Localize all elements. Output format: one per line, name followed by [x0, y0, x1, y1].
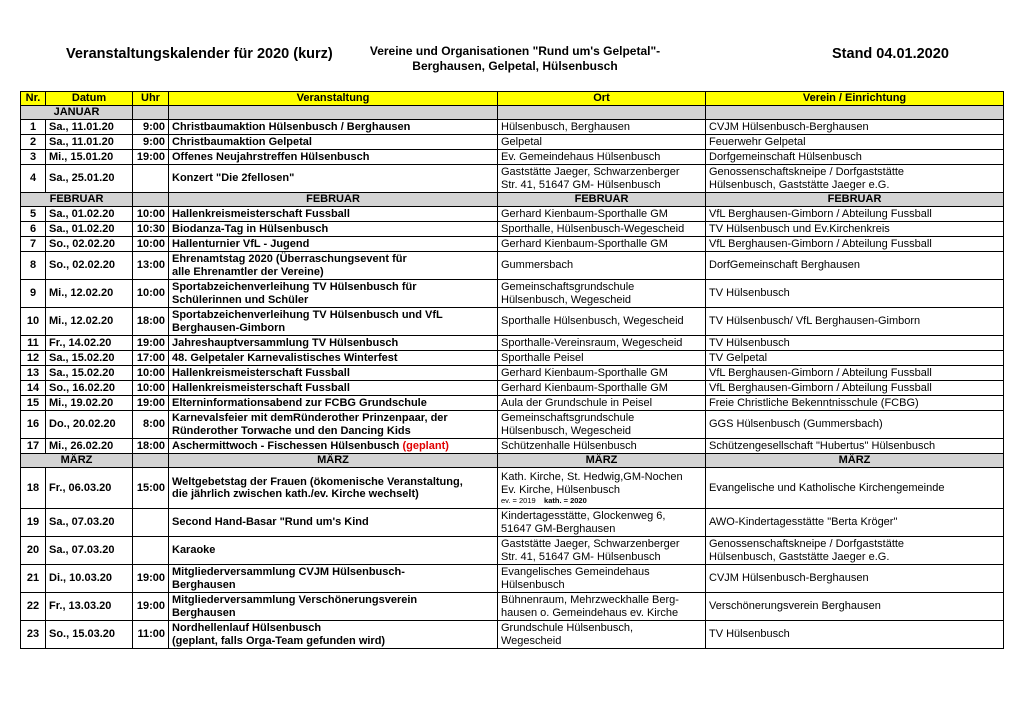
page-subtitle: [360, 44, 670, 74]
table-row: [21, 308, 1004, 336]
cell-verein: [706, 351, 1004, 366]
cell-line: Genossenschaftskneipe / Dorfgaststätte: [709, 538, 905, 550]
month-separator-row: [21, 193, 1004, 207]
cell-uhr: 18:00: [133, 308, 169, 336]
month-label-verein: [706, 106, 1004, 120]
cell-line: Jahreshauptversammlung TV Hülsenbusch: [172, 336, 399, 349]
cell-line: Genossenschaftskneipe / Dorfgaststätte: [709, 166, 905, 178]
cell-ort: [498, 621, 706, 649]
col-header-nr: Nr.: [21, 92, 46, 106]
cell-ort: [498, 351, 706, 366]
table-row: [21, 537, 1004, 565]
cell-uhr: 13:00: [133, 252, 169, 280]
cell-line: Christbaumaktion Gelpetal: [172, 135, 312, 148]
cell-verein: [706, 150, 1004, 165]
month-label-verein: MÄRZ: [706, 454, 1004, 468]
month-label: JANUAR: [21, 106, 133, 120]
cell-datum: So., 15.03.20: [46, 621, 133, 649]
cell-veranstaltung: [169, 120, 498, 135]
cell-uhr: 15:00: [133, 468, 169, 509]
cell-line: Str. 41, 51647 GM- Hülsenbusch: [501, 178, 661, 191]
cell-line: VfL Berghausen-Gimborn / Abteilung Fussball: [709, 381, 932, 394]
cell-line: Hülsenbusch, Gaststätte Jaeger e.G.: [709, 550, 890, 563]
cell-line: Kath. Kirche, St. Hedwig,GM-Nochen: [501, 471, 683, 483]
cell-line: Sporthalle Peisel: [501, 351, 584, 364]
cell-line: Sporthalle, Hülsenbusch-Wegescheid: [501, 222, 685, 235]
cell-ort: [498, 150, 706, 165]
month-empty-cell: [133, 193, 169, 207]
month-empty-cell: [133, 454, 169, 468]
cell-nr: 14: [21, 381, 46, 396]
month-separator-row: [21, 454, 1004, 468]
cell-datum: Di., 10.03.20: [46, 565, 133, 593]
table-row: [21, 593, 1004, 621]
cell-ort: [498, 336, 706, 351]
event-calendar-table: [20, 91, 1004, 649]
cell-line: [172, 440, 494, 453]
cell-line: (geplant, falls Orga-Team gefunden wird): [172, 634, 386, 647]
cell-line: Gerhard Kienbaum-Sporthalle GM: [501, 366, 668, 379]
cell-line: TV Hülsenbusch: [709, 287, 790, 300]
cell-veranstaltung: [169, 222, 498, 237]
col-header-datum: Datum: [46, 92, 133, 106]
cell-veranstaltung: [169, 366, 498, 381]
table-row: [21, 509, 1004, 537]
cell-line: Ründerother Torwache und den Dancing Kids: [172, 424, 411, 437]
cell-line: Kindertagesstätte, Glockenweg 6,: [501, 510, 666, 522]
cell-datum: Sa., 15.02.20: [46, 366, 133, 381]
cell-verein: [706, 120, 1004, 135]
cell-uhr: 10:30: [133, 222, 169, 237]
cell-veranstaltung: [169, 135, 498, 150]
cell-line: Ehrenamtstag 2020 (Überraschungsevent für: [172, 253, 407, 265]
cell-ort: [498, 593, 706, 621]
month-empty-cell: [133, 106, 169, 120]
cell-nr: 12: [21, 351, 46, 366]
cell-veranstaltung: [169, 381, 498, 396]
cell-verein: [706, 336, 1004, 351]
cell-veranstaltung: [169, 509, 498, 537]
cell-verein: [706, 593, 1004, 621]
cell-line: Sporthalle Hülsenbusch, Wegescheid: [501, 315, 684, 328]
cell-line: Gaststätte Jaeger, Schwarzenberger: [501, 166, 680, 178]
cell-nr: 5: [21, 207, 46, 222]
cell-nr: 6: [21, 222, 46, 237]
cell-line: Schützenhalle Hülsenbusch: [501, 439, 637, 452]
cell-uhr: 18:00: [133, 439, 169, 454]
cell-verein: [706, 222, 1004, 237]
cell-verein: [706, 439, 1004, 454]
stand-date: Stand 04.01.2020: [832, 46, 949, 62]
cell-nr: 22: [21, 593, 46, 621]
cell-verein: [706, 308, 1004, 336]
cell-ort: [498, 237, 706, 252]
cell-verein: [706, 411, 1004, 439]
month-label-verein: FEBRUAR: [706, 193, 1004, 207]
table-row: [21, 135, 1004, 150]
cell-ort: [498, 165, 706, 193]
table-row: [21, 439, 1004, 454]
table-row: [21, 336, 1004, 351]
cell-nr: 15: [21, 396, 46, 411]
cell-uhr: 10:00: [133, 381, 169, 396]
cell-line: DorfGemeinschaft Berghausen: [709, 259, 861, 272]
cell-veranstaltung: [169, 280, 498, 308]
cell-datum: Sa., 11.01.20: [46, 120, 133, 135]
cell-nr: 23: [21, 621, 46, 649]
table-row: [21, 207, 1004, 222]
cell-line: TV Hülsenbusch und Ev.Kirchenkreis: [709, 222, 890, 235]
cell-ort: [498, 439, 706, 454]
cell-line: TV Hülsenbusch: [709, 336, 790, 349]
cell-veranstaltung: [169, 468, 498, 509]
table-row: [21, 621, 1004, 649]
table-row: [21, 237, 1004, 252]
cell-line: Gummersbach: [501, 259, 574, 272]
cell-uhr: 10:00: [133, 366, 169, 381]
table-row: [21, 222, 1004, 237]
cell-line: Bühnenraum, Mehrzweckhalle Berg-: [501, 594, 679, 606]
cell-line: Sportabzeichenverleihung TV Hülsenbusch und VfL: [172, 309, 443, 321]
cell-nr: 1: [21, 120, 46, 135]
cell-line: Gerhard Kienbaum-Sporthalle GM: [501, 237, 668, 250]
cell-uhr: 19:00: [133, 565, 169, 593]
cell-line: Berghausen: [172, 606, 236, 619]
cell-line: AWO-Kindertagesstätte "Berta Kröger": [709, 516, 898, 529]
cell-datum: Mi., 15.01.20: [46, 150, 133, 165]
month-label-veranstaltung: [169, 106, 498, 120]
cell-verein: [706, 621, 1004, 649]
cell-line: CVJM Hülsenbusch-Berghausen: [709, 572, 869, 585]
cell-line: Schützengesellschaft "Hubertus" Hülsenbusch: [709, 439, 936, 452]
cell-ort: [498, 468, 706, 509]
cell-ort: [498, 381, 706, 396]
cell-ort: [498, 308, 706, 336]
cell-line: Feuerwehr Gelpetal: [709, 135, 806, 148]
cell-nr: 20: [21, 537, 46, 565]
cell-line: TV Gelpetal: [709, 351, 768, 364]
cell-datum: Do., 20.02.20: [46, 411, 133, 439]
cell-line: Berghausen-Gimborn: [172, 321, 286, 334]
cell-line: Gemeinschaftsgrundschule: [501, 412, 635, 424]
cell-nr: 18: [21, 468, 46, 509]
cell-line: Verschönerungsverein Berghausen: [709, 600, 881, 613]
cell-line: Aula der Grundschule in Peisel: [501, 396, 653, 409]
cell-line: Evangelische und Katholische Kirchengemeinde: [709, 481, 945, 494]
cell-nr: 11: [21, 336, 46, 351]
cell-datum: So., 02.02.20: [46, 237, 133, 252]
col-header-verein: Verein / Einrichtung: [706, 92, 1004, 106]
cell-uhr: 19:00: [133, 150, 169, 165]
table-row: [21, 165, 1004, 193]
cell-nr: 3: [21, 150, 46, 165]
table-row: [21, 351, 1004, 366]
ort-note: [501, 496, 702, 505]
cell-nr: 19: [21, 509, 46, 537]
month-label-ort: MÄRZ: [498, 454, 706, 468]
cell-veranstaltung: [169, 411, 498, 439]
col-header-uhr: Uhr: [133, 92, 169, 106]
cell-verein: [706, 468, 1004, 509]
cell-ort: [498, 135, 706, 150]
cell-line: Hülsenbusch, Berghausen: [501, 120, 631, 133]
cell-veranstaltung: [169, 336, 498, 351]
cell-line: Berghausen: [172, 578, 236, 591]
table-row: [21, 396, 1004, 411]
cell-uhr: 11:00: [133, 621, 169, 649]
cell-line: Freie Christliche Bekenntnisschule (FCBG): [709, 396, 919, 409]
cell-nr: 13: [21, 366, 46, 381]
table-row: [21, 120, 1004, 135]
cell-verein: [706, 165, 1004, 193]
month-label-veranstaltung: FEBRUAR: [169, 193, 498, 207]
cell-datum: Sa., 07.03.20: [46, 537, 133, 565]
event-text: Aschermittwoch - Fischessen Hülsenbusch: [172, 439, 400, 452]
cell-verein: [706, 537, 1004, 565]
table-row: [21, 411, 1004, 439]
col-header-veranstaltung: Veranstaltung: [169, 92, 498, 106]
cell-veranstaltung: [169, 537, 498, 565]
cell-line: 51647 GM-Berghausen: [501, 522, 616, 535]
table-row: [21, 565, 1004, 593]
cell-datum: Fr., 14.02.20: [46, 336, 133, 351]
cell-line: Ev. Gemeindehaus Hülsenbusch: [501, 150, 661, 163]
table-row: [21, 468, 1004, 509]
cell-uhr: [133, 509, 169, 537]
cell-verein: [706, 135, 1004, 150]
cell-line: Hülsenbusch: [501, 578, 565, 591]
cell-datum: So., 02.02.20: [46, 252, 133, 280]
cell-line: Hallenkreismeisterschaft Fussball: [172, 207, 350, 220]
month-label-ort: [498, 106, 706, 120]
cell-line: CVJM Hülsenbusch-Berghausen: [709, 120, 869, 133]
cell-uhr: 19:00: [133, 593, 169, 621]
cell-ort: [498, 252, 706, 280]
cell-uhr: 19:00: [133, 396, 169, 411]
cell-veranstaltung: [169, 396, 498, 411]
table-header-row: [21, 92, 1004, 106]
cell-datum: Mi., 12.02.20: [46, 308, 133, 336]
cell-veranstaltung: [169, 439, 498, 454]
cell-datum: Sa., 01.02.20: [46, 222, 133, 237]
cell-veranstaltung: [169, 351, 498, 366]
cell-line: Grundschule Hülsenbusch,: [501, 622, 634, 634]
month-label-veranstaltung: MÄRZ: [169, 454, 498, 468]
cell-line: Hallenkreismeisterschaft Fussball: [172, 381, 350, 394]
cell-line: Karnevalsfeier mit demRünderother Prinzenpaar, der: [172, 412, 448, 424]
cell-verein: [706, 207, 1004, 222]
cell-datum: Sa., 15.02.20: [46, 351, 133, 366]
cell-veranstaltung: [169, 165, 498, 193]
cell-line: Second Hand-Basar "Rund um's Kind: [172, 516, 369, 529]
cell-line: Hülsenbusch, Wegescheid: [501, 424, 632, 437]
cell-ort: [498, 120, 706, 135]
cell-line: hausen o. Gemeindehaus ev. Kirche: [501, 606, 679, 619]
cell-ort: [498, 565, 706, 593]
month-label: FEBRUAR: [21, 193, 133, 207]
subtitle-line-1: Vereine und Organisationen "Rund um's Gelpetal"-: [369, 44, 661, 58]
table-row: [21, 381, 1004, 396]
cell-line: Hülsenbusch, Wegescheid: [501, 293, 632, 306]
month-label: MÄRZ: [21, 454, 133, 468]
cell-datum: Sa., 07.03.20: [46, 509, 133, 537]
cell-datum: So., 16.02.20: [46, 381, 133, 396]
cell-datum: Sa., 01.02.20: [46, 207, 133, 222]
cell-verein: [706, 509, 1004, 537]
cell-veranstaltung: [169, 237, 498, 252]
cell-ort: [498, 396, 706, 411]
table-row: [21, 150, 1004, 165]
cell-line: Christbaumaktion Hülsenbusch / Berghausen: [172, 120, 411, 133]
cell-line: Gelpetal: [501, 135, 542, 148]
cell-line: TV Hülsenbusch: [709, 628, 790, 641]
cell-datum: Sa., 25.01.20: [46, 165, 133, 193]
cell-datum: Mi., 12.02.20: [46, 280, 133, 308]
table-row: [21, 252, 1004, 280]
subtitle-line-2: Berghausen, Gelpetal, Hülsenbusch: [412, 59, 618, 73]
cell-datum: Mi., 26.02.20: [46, 439, 133, 454]
cell-line: Sportabzeichenverleihung TV Hülsenbusch für: [172, 281, 417, 293]
cell-veranstaltung: [169, 593, 498, 621]
cell-uhr: 9:00: [133, 135, 169, 150]
cell-uhr: 17:00: [133, 351, 169, 366]
cell-uhr: 9:00: [133, 120, 169, 135]
cell-line: Gaststätte Jaeger, Schwarzenberger: [501, 538, 680, 550]
cell-nr: 16: [21, 411, 46, 439]
ort-note-ev: ev. = 2019: [501, 496, 536, 505]
cell-line: Hülsenbusch, Gaststätte Jaeger e.G.: [709, 178, 890, 191]
cell-line: Sporthalle-Vereinsraum, Wegescheid: [501, 336, 683, 349]
cell-line: Biodanza-Tag in Hülsenbusch: [172, 222, 329, 235]
month-separator-row: [21, 106, 1004, 120]
cell-line: TV Hülsenbusch/ VfL Berghausen-Gimborn: [709, 315, 921, 328]
cell-nr: 9: [21, 280, 46, 308]
cell-ort: [498, 222, 706, 237]
cell-verein: [706, 396, 1004, 411]
cell-line: Hallenkreismeisterschaft Fussball: [172, 366, 350, 379]
cell-datum: Sa., 11.01.20: [46, 135, 133, 150]
cell-veranstaltung: [169, 207, 498, 222]
cell-veranstaltung: [169, 621, 498, 649]
cell-verein: [706, 366, 1004, 381]
cell-veranstaltung: [169, 252, 498, 280]
table-row: [21, 366, 1004, 381]
cell-ort: [498, 280, 706, 308]
cell-line: Offenes Neujahrstreffen Hülsenbusch: [172, 150, 370, 163]
cell-line: Evangelisches Gemeindehaus: [501, 566, 650, 578]
cell-nr: 21: [21, 565, 46, 593]
cell-ort: [498, 509, 706, 537]
cell-line: 48. Gelpetaler Karnevalistisches Winterfest: [172, 351, 398, 364]
cell-nr: 8: [21, 252, 46, 280]
cell-line: Hallenturnier VfL - Jugend: [172, 237, 310, 250]
cell-line: GGS Hülsenbusch (Gummersbach): [709, 418, 883, 431]
cell-line: Schülerinnen und Schüler: [172, 293, 309, 306]
cell-line: VfL Berghausen-Gimborn / Abteilung Fussball: [709, 366, 932, 379]
cell-line: Nordhellenlauf Hülsenbusch: [172, 622, 322, 634]
page-title: Veranstaltungskalender für 2020 (kurz): [66, 46, 333, 62]
cell-verein: [706, 237, 1004, 252]
cell-uhr: 10:00: [133, 207, 169, 222]
col-header-ort: Ort: [498, 92, 706, 106]
cell-uhr: 10:00: [133, 237, 169, 252]
cell-nr: 10: [21, 308, 46, 336]
cell-uhr: [133, 165, 169, 193]
cell-nr: 7: [21, 237, 46, 252]
cell-line: Gerhard Kienbaum-Sporthalle GM: [501, 207, 668, 220]
cell-veranstaltung: [169, 308, 498, 336]
cell-verein: [706, 280, 1004, 308]
cell-line: Weltgebetstag der Frauen (ökomenische Veranstaltung,: [172, 475, 463, 488]
cell-ort: [498, 411, 706, 439]
cell-line: VfL Berghausen-Gimborn / Abteilung Fussball: [709, 207, 932, 220]
ort-note-kath: kath. = 2020: [544, 496, 587, 505]
cell-line: alle Ehrenamtler der Vereine): [172, 265, 324, 278]
cell-datum: Fr., 13.03.20: [46, 593, 133, 621]
cell-line: Gemeinschaftsgrundschule: [501, 281, 635, 293]
cell-line: Str. 41, 51647 GM- Hülsenbusch: [501, 550, 661, 563]
cell-line: Mitgliederversammlung Verschönerungsverein: [172, 594, 418, 606]
cell-uhr: 19:00: [133, 336, 169, 351]
cell-line: Dorfgemeinschaft Hülsenbusch: [709, 150, 862, 163]
cell-nr: 2: [21, 135, 46, 150]
planned-tag: (geplant): [402, 439, 449, 452]
cell-uhr: [133, 537, 169, 565]
cell-verein: [706, 381, 1004, 396]
cell-nr: 17: [21, 439, 46, 454]
cell-veranstaltung: [169, 565, 498, 593]
cell-line: Elterninformationsabend zur FCBG Grundschule: [172, 396, 427, 409]
cell-verein: [706, 565, 1004, 593]
month-label-ort: FEBRUAR: [498, 193, 706, 207]
cell-ort: [498, 207, 706, 222]
cell-uhr: 8:00: [133, 411, 169, 439]
cell-verein: [706, 252, 1004, 280]
cell-datum: Fr., 06.03.20: [46, 468, 133, 509]
cell-line: Konzert "Die 2fellosen": [172, 172, 295, 185]
cell-veranstaltung: [169, 150, 498, 165]
cell-uhr: 10:00: [133, 280, 169, 308]
cell-ort: [498, 366, 706, 381]
cell-line: Karaoke: [172, 544, 216, 557]
cell-line: Wegescheid: [501, 634, 562, 647]
cell-datum: Mi., 19.02.20: [46, 396, 133, 411]
cell-line: Gerhard Kienbaum-Sporthalle GM: [501, 381, 668, 394]
cell-line: Ev. Kirche, Hülsenbusch: [501, 483, 621, 496]
table-row: [21, 280, 1004, 308]
cell-line: VfL Berghausen-Gimborn / Abteilung Fussball: [709, 237, 932, 250]
cell-nr: 4: [21, 165, 46, 193]
cell-ort: [498, 537, 706, 565]
cell-line: Mitgliederversammlung CVJM Hülsenbusch-: [172, 566, 405, 578]
cell-line: die jährlich zwischen kath./ev. Kirche wechselt): [172, 488, 419, 500]
